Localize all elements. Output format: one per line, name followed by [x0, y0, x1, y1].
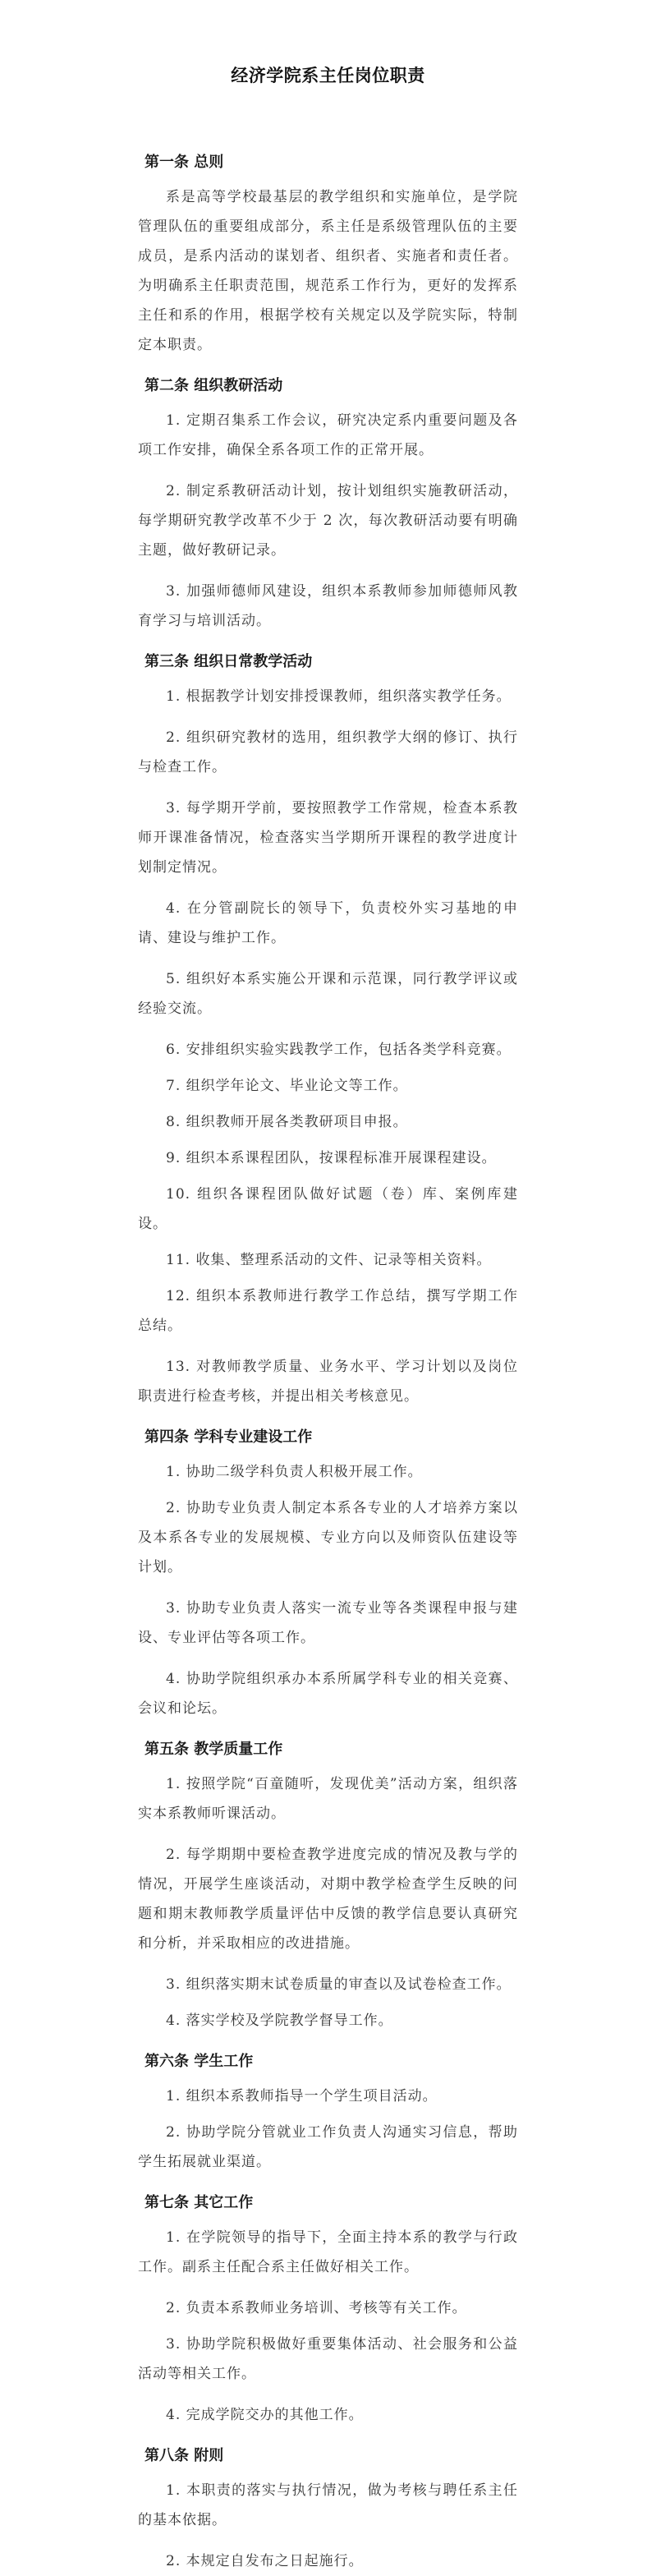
paragraph: 9. 组织本系课程团队，按课程标准开展课程建设。	[166, 1150, 497, 1166]
paragraph: 6. 安排组织实验实践教学工作，包括各类学科竞赛。	[166, 1042, 511, 1058]
paragraph: 1. 定期召集系工作会议，研究决定系内重要问题及各项工作安排，确保全系各项工作的正常开展。	[138, 412, 518, 458]
section-heading: 第二条 组织教研活动	[145, 377, 283, 394]
section-7-other-work	[138, 2188, 518, 2430]
paragraph: 8. 组织教师开展各类教研项目申报。	[166, 1114, 408, 1130]
paragraph: 1. 本职责的落实与执行情况，做为考核与聘任系主任的基本依据。	[138, 2482, 518, 2528]
paragraph: 4. 在分管副院长的领导下，负责校外实习基地的申请、建设与维护工作。	[138, 900, 518, 946]
paragraph: 5. 组织好本系实施公开课和示范课，同行教学评议或经验交流。	[138, 971, 518, 1017]
document-title: 经济学院系主任岗位职责	[231, 66, 425, 85]
section-5-teaching-quality	[138, 1735, 518, 2036]
paragraph: 3. 每学期开学前，要按照教学工作常规，检查本系教师开课准备情况，检查落实当学期所开课程的教学进度计划制定情况。	[138, 800, 518, 876]
paragraph: 1. 在学院领导的指导下，全面主持本系的教学与行政工作。副系主任配合系主任做好相关工作。	[138, 2229, 518, 2275]
section-4-discipline-construction	[138, 1423, 518, 1723]
section-1-general	[138, 148, 518, 360]
paragraph: 1. 按照学院“百童随听，发现优美”活动方案，组织落实本系教师听课活动。	[138, 1776, 518, 1822]
section-heading: 第一条 总则	[145, 154, 224, 171]
section-heading: 第五条 教学质量工作	[145, 1741, 283, 1758]
paragraph: 12. 组织本系教师进行教学工作总结，撰写学期工作总结。	[138, 1288, 518, 1334]
paragraph: 3. 组织落实期末试卷质量的审查以及试卷检查工作。	[166, 1976, 511, 1993]
paragraph: 3. 加强师德师风建设，组织本系教师参加师德师风教育学习与培训活动。	[138, 583, 518, 629]
section-heading: 第三条 组织日常教学活动	[145, 653, 313, 670]
paragraph: 2. 协助专业负责人制定本系各专业的人才培养方案以及本系各专业的发展规模、专业方向以及师资队伍建设等计划。	[138, 1500, 518, 1576]
paragraph: 4. 落实学校及学院教学督导工作。	[166, 2012, 393, 2029]
paragraph: 11. 收集、整理系活动的文件、记录等相关资料。	[166, 1252, 492, 1268]
section-heading: 第八条 附则	[145, 2447, 224, 2464]
paragraph: 2. 本规定自发布之日起施行。	[166, 2553, 364, 2569]
paragraph: 1. 根据教学计划安排授课教师，组织落实教学任务。	[166, 688, 511, 705]
paragraph: 13. 对教师教学质量、业务水平、学习计划以及岗位职责进行检查考核，并提出相关考核意见。	[138, 1359, 518, 1405]
paragraph: 10. 组织各课程团队做好试题（卷）库、案例库建设。	[138, 1186, 518, 1232]
paragraph: 3. 协助学院积极做好重要集体活动、社会服务和公益活动等相关工作。	[138, 2336, 518, 2382]
paragraph: 1. 协助二级学科负责人积极开展工作。	[166, 1464, 423, 1480]
paragraph: 2. 制定系教研活动计划，按计划组织实施教研活动，每学期研究教学改革不少于 2 次，每次教研活动要有明确主题，做好教研记录。	[138, 483, 518, 559]
paragraph: 4. 协助学院组织承办本系所属学科专业的相关竞赛、会议和论坛。	[138, 1671, 518, 1717]
section-3-daily-teaching	[138, 647, 518, 1411]
paragraph: 2. 负责本系教师业务培训、考核等有关工作。	[166, 2300, 467, 2316]
paragraph: 2. 协助学院分管就业工作负责人沟通实习信息，帮助学生拓展就业渠道。	[138, 2124, 518, 2170]
paragraph: 7. 组织学年论文、毕业论文等工作。	[166, 1078, 408, 1094]
section-2-teaching-research	[138, 371, 518, 636]
section-6-student-work	[138, 2047, 518, 2177]
paragraph: 2. 组织研究教材的选用，组织教学大纲的修订、执行与检查工作。	[138, 729, 518, 775]
paragraph: 1. 组织本系教师指导一个学生项目活动。	[166, 2088, 438, 2104]
section-heading: 第六条 学生工作	[145, 2053, 254, 2070]
paragraph: 3. 协助专业负责人落实一流专业等各类课程申报与建设、专业评估等各项工作。	[138, 1600, 518, 1646]
paragraph: 2. 每学期期中要检查教学进度完成的情况及教与学的情况，开展学生座谈活动，对期中教学检查学生反映的问题和期末教师教学质量评估中反馈的教学信息要认真研究和分析，并采取相应的改进措施。	[138, 1847, 518, 1952]
section-8-supplementary	[138, 2441, 518, 2576]
paragraph: 4. 完成学院交办的其他工作。	[166, 2407, 364, 2423]
paragraph: 系是高等学校最基层的教学组织和实施单位，是学院管理队伍的重要组成部分，系主任是系级管理队伍的主要成员，是系内活动的谋划者、组织者、实施者和责任者。为明确系主任职责范围，规范系工作行为，更好的发挥系主任和系的作用，根据学校有关规定以及学院实际，特制定本职责。	[138, 189, 518, 353]
section-heading: 第七条 其它工作	[145, 2194, 254, 2211]
section-heading: 第四条 学科专业建设工作	[145, 1428, 313, 1446]
